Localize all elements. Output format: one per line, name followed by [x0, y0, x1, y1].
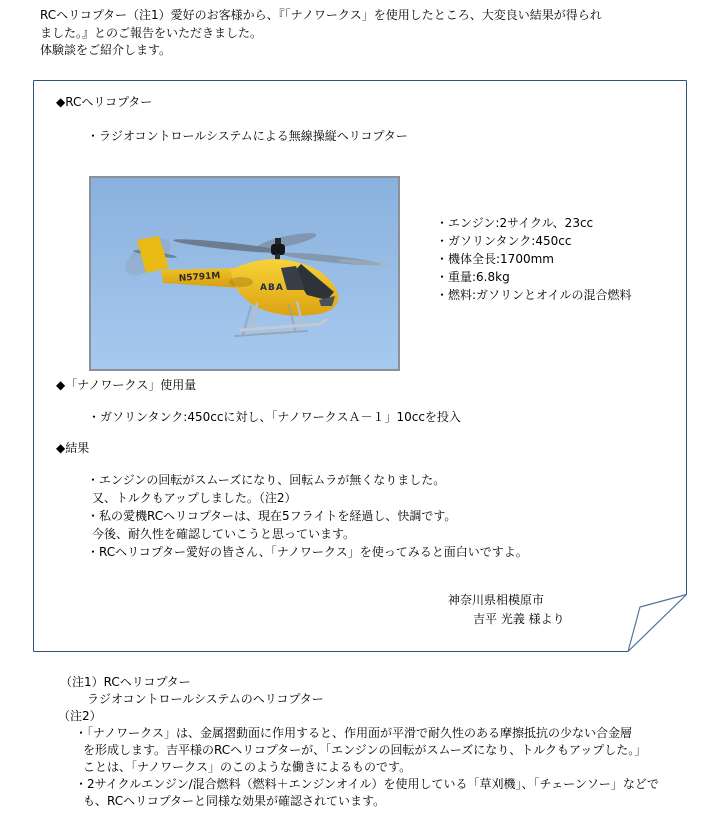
result-line: ・RCヘリコプター愛好の皆さん、「ナノワークス」を使ってみると面白いですよ。 — [87, 545, 528, 559]
spec-line: ・機体全長:1700mm — [436, 252, 554, 266]
footnote2-line: ことは、「ナノワークス」のこのような働きによるものです。 — [83, 760, 412, 774]
signature — [448, 591, 565, 629]
intro-line: 体験談をご紹介します。 — [40, 43, 172, 57]
footnote2-line: も、RCヘリコプターと同様な効果が確認されています。 — [83, 794, 386, 808]
rc-description: ・ラジオコントロールシステムによる無線操縦ヘリコプター — [87, 129, 408, 143]
result-line: ・私の愛機RCヘリコプターは、現在5フライトを経過し、快調です。 — [87, 509, 457, 523]
folded-corner-flap — [628, 595, 687, 652]
footnote1-description: ラジオコントロールシステムのヘリコプター — [87, 692, 324, 706]
spec-line: ・重量:6.8kg — [436, 270, 510, 284]
spec-line: ・燃料:ガソリンとオイルの混合燃料 — [436, 288, 632, 302]
fold-diagonal — [628, 595, 687, 652]
logo-text: ABA — [260, 283, 284, 293]
helicopter-specs — [436, 214, 631, 304]
intro-paragraph — [40, 7, 700, 60]
footnote2-title: （注2） — [58, 709, 102, 723]
result-line: ・エンジンの回転がスムーズになり、回転ムラが無くなりました。 — [87, 473, 446, 487]
footnotes — [58, 674, 698, 810]
signature-name: 吉平 光義 様より — [473, 612, 565, 626]
result-line: 今後、耐久性を確認していこうと思っています。 — [92, 527, 356, 541]
spec-line: ・ガソリンタンク:450cc — [436, 234, 572, 248]
result-line: 又、トルクもアップしました。（注2） — [92, 491, 297, 505]
signature-location: 神奈川県相模原市 — [448, 593, 545, 607]
helicopter-photo — [89, 176, 400, 371]
section-heading-rc: ◆RCヘリコプター — [56, 95, 153, 109]
section-heading-usage: ◆「ナノワークス」使用量 — [56, 378, 197, 392]
testimonial-box — [33, 80, 687, 652]
spec-line: ・エンジン:2サイクル、23cc — [436, 216, 594, 230]
helicopter-photo-drawing — [91, 178, 398, 369]
registration-text: N5791M — [178, 271, 221, 284]
result-list — [87, 471, 528, 561]
section-heading-result: ◆結果 — [56, 441, 90, 455]
footnote1-title: （注1）RCヘリコプター — [60, 675, 191, 689]
footnote2-line: ・「ナノワークス」は、金属摺動面に作用すると、作用面が平滑で耐久性のある摩擦抵抗の少ない合金層 — [75, 726, 633, 740]
intro-line: ました。』とのご報告をいただきました。 — [40, 25, 263, 40]
usage-description: ・ガソリンタンク:450ccに対し、「ナノワークスＡ－１」10ccを投入 — [88, 410, 461, 424]
footnote2-line: を形成します。吉平様のRCヘリコプターが、「エンジンの回転がスムーズになり、トルクもアップした。」 — [83, 743, 647, 757]
intro-line: RCヘリコプター（注1）愛好のお客様から、『「ナノワークス」を使用したところ、大変良い結果が得られ — [40, 8, 602, 22]
engine-shadow — [229, 277, 253, 287]
footnote2-line: ・2サイクルエンジン/混合燃料（燃料＋エンジンオイル）を使用している「草刈機」、「チェーンソー」などで — [75, 777, 659, 791]
